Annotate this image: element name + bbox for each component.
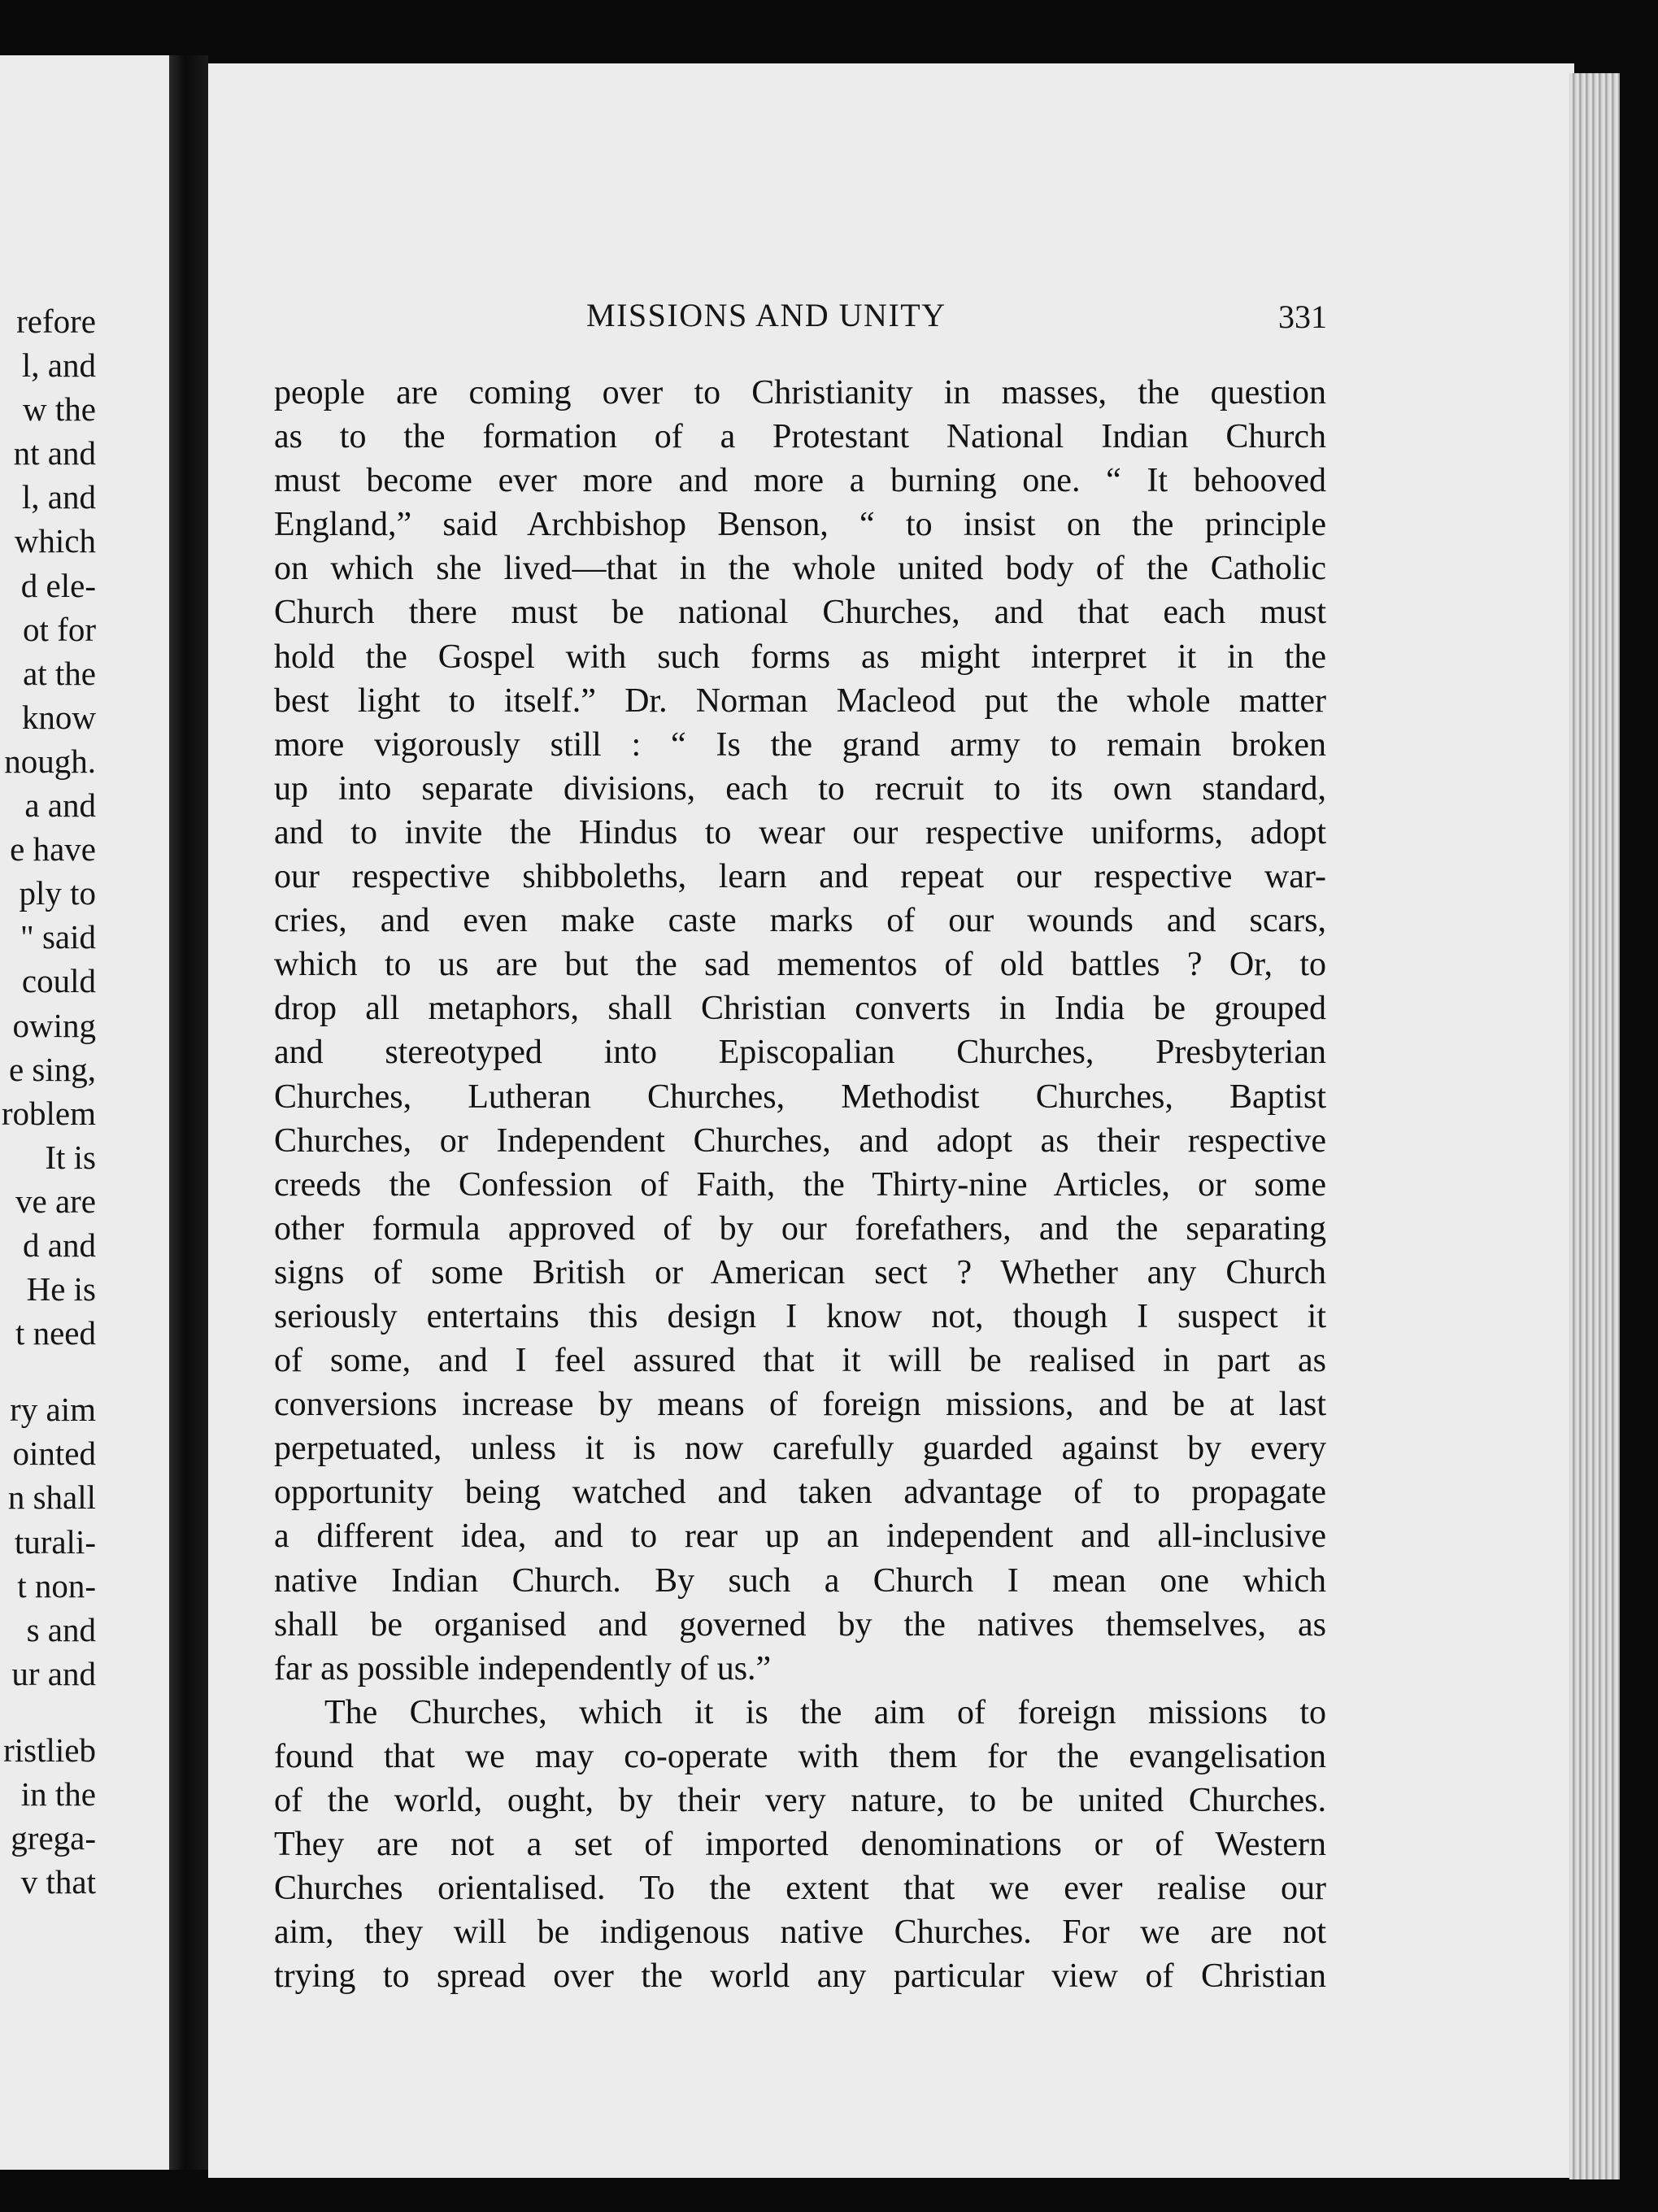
text-line: far as possible independently of us.” — [274, 1649, 772, 1687]
facing-line: roblem — [1, 1094, 96, 1132]
text-line: native Indian Church. By such a Church I mean one which — [274, 1561, 1326, 1600]
text-line: drop all metaphors, shall Christian converts in India be grouped — [274, 990, 1326, 1028]
text-line: a different idea, and to rear up an independent and all-inclusive — [274, 1517, 1326, 1556]
text-line: perpetuated, unless it is now carefully guarded against by every — [274, 1430, 1326, 1468]
facing-line: w the — [23, 390, 96, 429]
facing-line: a and — [24, 786, 96, 825]
facing-page — [0, 55, 169, 2170]
facing-line: ristlieb — [3, 1731, 96, 1769]
facing-line: which — [14, 522, 96, 560]
facing-line: ry aim — [10, 1391, 96, 1429]
facing-line: d ele- — [20, 566, 96, 604]
text-line: other formula approved of by our forefathers, and the separating — [274, 1209, 1326, 1248]
text-line: trying to spread over the world any particular view of Christian — [274, 1957, 1326, 1996]
text-line: of the world, ought, by their very nature, to be united Churches. — [274, 1782, 1326, 1819]
facing-line: t non- — [17, 1566, 96, 1605]
facing-line: could — [21, 962, 96, 1000]
facing-line: l, and — [21, 346, 96, 385]
facing-line: He is — [26, 1270, 96, 1308]
facing-line: ve are — [15, 1182, 96, 1220]
text-line: creeds the Confession of Faith, the Thirty-nine Articles, or some — [274, 1165, 1326, 1204]
facing-line: owing — [12, 1006, 96, 1044]
facing-line: e have — [10, 830, 96, 869]
text-line: hold the Gospel with such forms as might interpret it in the — [274, 638, 1326, 676]
facing-paragraph-gap — [0, 1355, 96, 1387]
facing-paragraph-gap — [0, 1696, 96, 1728]
facing-line: ointed — [12, 1435, 96, 1473]
facing-line: It is — [45, 1138, 96, 1176]
text-line: found that we may co-operate with them for the evangelisation — [274, 1737, 1326, 1775]
text-line: our respective shibboleths, learn and repeat our respective war- — [274, 858, 1326, 896]
text-line: They are not a set of imported denominations or of Western — [274, 1826, 1326, 1864]
facing-line: nt and — [13, 434, 96, 472]
text-line: best light to itself.” Dr. Norman Macleod put the whole matter — [274, 681, 1326, 720]
page — [208, 63, 1574, 2178]
facing-line: refore — [16, 303, 96, 340]
facing-line: s and — [26, 1610, 96, 1648]
text-line: cries, and even make caste marks of our wounds and scars, — [274, 902, 1326, 940]
facing-line: grega- — [11, 1819, 96, 1857]
body-text — [274, 371, 1326, 1998]
facing-line: ot for — [23, 610, 96, 648]
text-line: seriously entertains this design I know not, though I suspect it — [274, 1297, 1326, 1335]
page-number: 331 — [1278, 298, 1327, 335]
facing-line: ply to — [19, 874, 96, 912]
text-line: of some, and I feel assured that it will be realised in part as — [274, 1342, 1326, 1380]
facing-line: e sing, — [8, 1050, 96, 1088]
book-gutter — [169, 55, 208, 2170]
text-line: aim, they will be indigenous native Churches. For we are not — [274, 1914, 1326, 1952]
facing-line: nough. — [4, 742, 96, 780]
text-line: signs of some British or American sect ? Whether any Church — [274, 1253, 1326, 1291]
facing-line: n shall — [7, 1478, 96, 1517]
text-line: conversions increase by means of foreign missions, and be at last — [274, 1386, 1326, 1424]
text-line: must become ever more and more a burning one. “ It behooved — [274, 462, 1326, 500]
facing-page-text — [0, 299, 96, 1904]
page-edge — [1569, 73, 1620, 2179]
text-line: Churches orientalised. To the extent that we ever realise our — [274, 1870, 1326, 1908]
facing-line: know — [21, 698, 96, 736]
text-line: people are coming over to Christianity in masses, the question — [274, 374, 1326, 411]
text-line: which to us are but the sad mementos of old battles ? Or, to — [274, 946, 1326, 984]
text-line: shall be organised and governed by the natives themselves, as — [274, 1605, 1326, 1644]
facing-line: v that — [20, 1863, 96, 1901]
text-line: Churches, Lutheran Churches, Methodist Churches, Baptist — [274, 1078, 1326, 1116]
facing-line: " said — [20, 918, 96, 956]
text-line: England,” said Archbishop Benson, “ to insist on the principle — [274, 506, 1326, 544]
running-title: MISSIONS AND UNITY — [586, 297, 946, 333]
text-line: more vigorously still : “ Is the grand army to remain broken — [274, 725, 1326, 764]
text-line: The Churches, which it is the aim of foreign missions to — [324, 1693, 1326, 1731]
running-head — [208, 296, 1574, 345]
facing-line: turali- — [14, 1522, 96, 1561]
facing-line: at the — [23, 654, 96, 692]
text-line: Churches, or Independent Churches, and adopt as their respective — [274, 1121, 1326, 1160]
facing-line: t need — [15, 1314, 96, 1352]
text-line: up into separate divisions, each to recruit to its own standard, — [274, 769, 1326, 808]
facing-line: in the — [20, 1775, 96, 1813]
text-line: Church there must be national Churches, and that each must — [274, 594, 1326, 632]
text-line: on which she lived—that in the whole united body of the Catholic — [274, 550, 1326, 588]
text-line: as to the formation of a Protestant National Indian Church — [274, 418, 1326, 456]
text-line: and stereotyped into Episcopalian Churches, Presbyterian — [274, 1034, 1326, 1072]
facing-line: d and — [23, 1226, 96, 1264]
facing-line: ur and — [11, 1654, 96, 1692]
text-line: opportunity being watched and taken advantage of to propagate — [274, 1474, 1326, 1512]
text-line: and to invite the Hindus to wear our respective uniforms, adopt — [274, 813, 1326, 851]
facing-line: l, and — [21, 478, 96, 516]
